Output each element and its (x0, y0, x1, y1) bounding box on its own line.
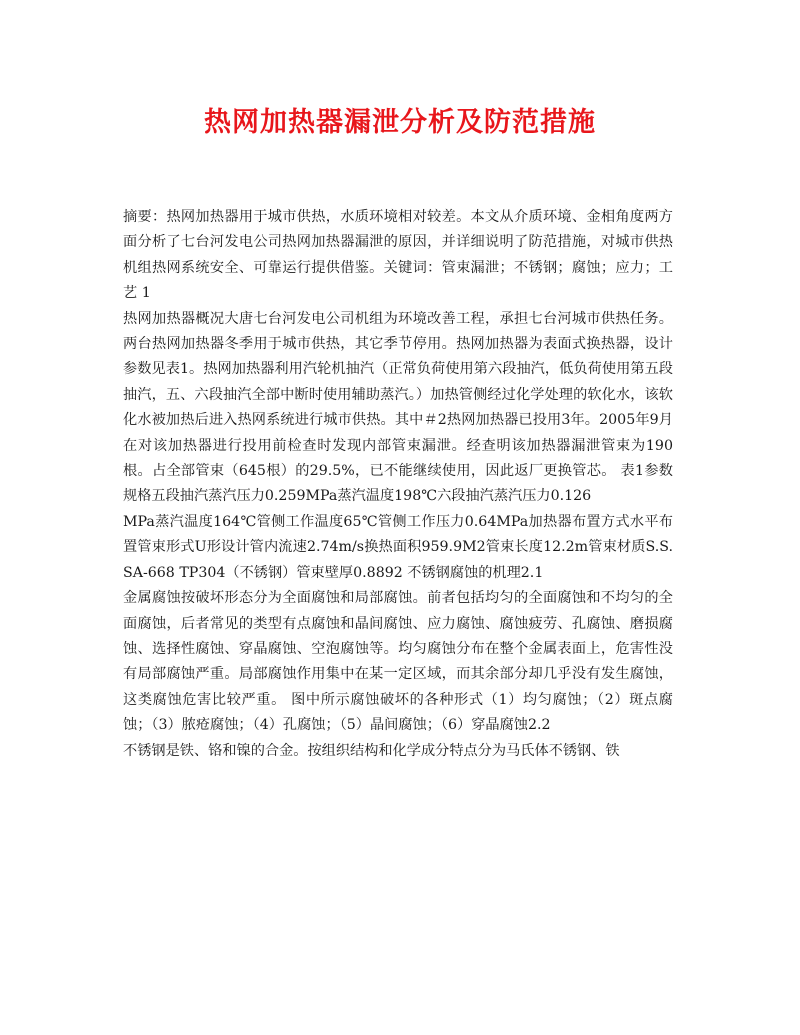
document-body (123, 205, 673, 764)
paragraph-corrosion-types: 金属腐蚀按破坏形态分为全面腐蚀和局部腐蚀。前者包括均匀的全面腐蚀和不均匀的全面腐蚀，后者常见的类型有点腐蚀和晶间腐蚀、应力腐蚀、腐蚀疲劳、孔腐蚀、磨损腐蚀、选择性腐蚀、穿晶腐蚀、空泡腐蚀等。均匀腐蚀分布在整个金属表面上，危害性没有局部腐蚀严重。局部腐蚀作用集中在某一定区域，而其余部分却几乎没有发生腐蚀，这类腐蚀危害比较严重。 图中所示腐蚀破坏的各种形式（1）均匀腐蚀；（2）斑点腐蚀；（3）脓疮腐蚀；（4）孔腐蚀；（5）晶间腐蚀；（6）穿晶腐蚀2.2 (123, 590, 673, 734)
paragraph-parameters: MPa蒸汽温度164℃管侧工作温度65℃管侧工作压力0.64MPa加热器布置方式水平布置管束形式U形设计管内流速2.74m/s换热面积959.9M2管束长度12.2m管束材质S.S.SA-668 TP304（不锈钢）管束壁厚0.8892 不锈钢腐蚀的机理2.1 (123, 513, 673, 581)
paragraph-abstract: 摘要：热网加热器用于城市供热，水质环境相对较差。本文从介质环境、金相角度两方面分析了七台河发电公司热网加热器漏泄的原因，并详细说明了防范措施，对城市供热机组热网系统安全、可靠运行提供借鉴。关键词：管束漏泄；不锈钢；腐蚀；应力；工艺 1 (123, 209, 673, 302)
paragraph-overview: 热网加热器概况大唐七台河发电公司机组为环境改善工程，承担七台河城市供热任务。两台热网加热器冬季用于城市供热，其它季节停用。热网加热器为表面式换热器，设计参数见表1。热网加热器利用汽轮机抽汽（正常负荷使用第六段抽汽，低负荷使用第五段抽汽，五、六段抽汽全部中断时使用辅助蒸汽。）加热管侧经过化学处理的软化水，该软化水被加热后进入热网系统进行城市供热。其中＃2热网加热器已投用3年。2005年9月在对该加热器进行投用前检查时发现内部管束漏泄。经查明该加热器漏泄管束为190根。占全部管束（645根）的29.5%，已不能继续使用，因此返厂更换管芯。 表1参数规格五段抽汽蒸汽压力0.259MPa蒸汽温度198℃六段抽汽蒸汽压力0.126 (123, 310, 673, 505)
paragraph-stainless-steel: 不锈钢是铁、铬和镍的合金。按组织结构和化学成分特点分为马氏体不锈钢、铁 (123, 742, 620, 759)
document-title: 热网加热器漏泄分析及防范措施 (204, 107, 596, 138)
